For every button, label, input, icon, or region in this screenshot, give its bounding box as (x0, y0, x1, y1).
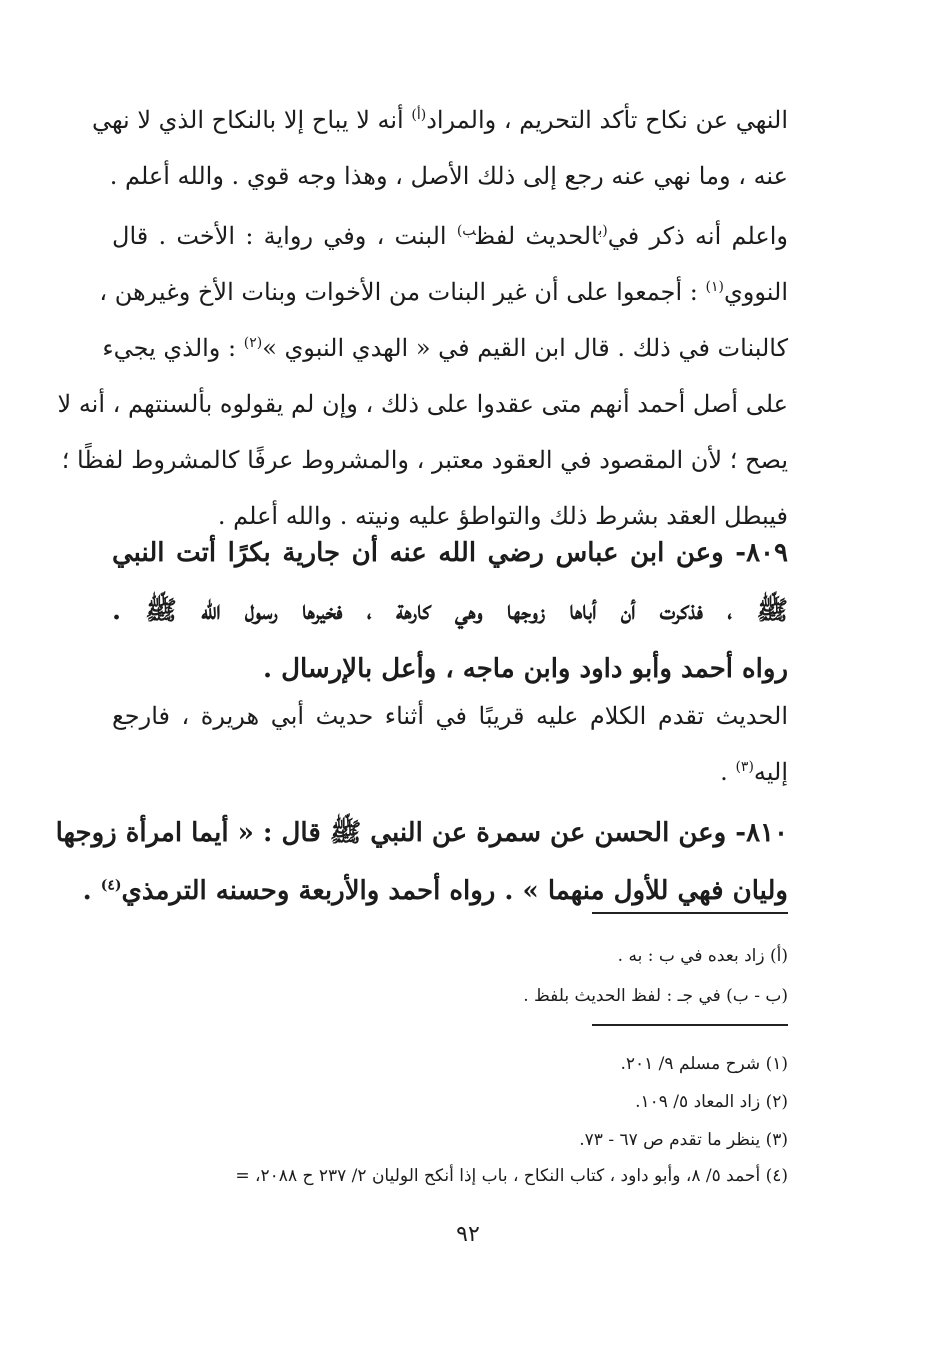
paragraph-commentary-2 (57, 208, 788, 544)
text-line: عنه ، وما نهي عنه رجع إلى ذلك الأصل ، وهذا وجه قوي . والله أعلم . (109, 162, 788, 190)
footnote: (٤) أحمد ٥/ ٨، وأبو داود ، كتاب النكاح ، باب إذا أنكح الوليان ٢/ ٢٣٧ ح ٢٠٨٨، = (235, 1166, 788, 1186)
text-line: على أصل أحمد أنهم متى عقدوا على ذلك ، وإن لم يقولوه بألسنتهم ، أنه لا (57, 390, 788, 418)
variant-marker: (ب (598, 223, 608, 239)
text-line: ٨١٠- وعن الحسن عن سمرة عن النبي ﷺ قال : « أيما امرأة زوجها (55, 818, 788, 848)
text-line: ٨٠٩- وعن ابن عباس رضي الله عنه أن جارية بكرًا أتت النبي (112, 538, 788, 568)
page-number: ٩٢ (456, 1222, 480, 1247)
text-line: ﷺ ، فذكرت أن أباها زوجها وهي كارهة ، فخيرها رسول الله ﷺ . (112, 596, 788, 626)
text-line: فيبطل العقد بشرط ذلك والتواطؤ عليه ونيته . والله أعلم . (217, 502, 788, 530)
paragraph-commentary-3 (112, 688, 788, 800)
variant-marker: (أ) (411, 107, 427, 123)
text-line: وليان فهي للأول منهما » . رواه أحمد والأربعة وحسنه الترمذي$^{(٤)}$ . (82, 876, 788, 906)
footnote-ref: (٢) (243, 335, 263, 351)
variant-note: (أ) زاد بعده في ب : به . (617, 946, 788, 966)
text-line: إليه$^{(٣)}$ . (720, 758, 788, 786)
footnote-separator (592, 912, 788, 914)
footnote-ref: (٣) (735, 759, 754, 775)
footnote-ref: (١) (705, 279, 724, 295)
footnote: (٢) زاد المعاد ٥/ ١٠٩. (635, 1092, 788, 1112)
footnote-separator (592, 1024, 788, 1026)
footnote: (١) شرح مسلم ٩/ ٢٠١. (620, 1054, 788, 1074)
text-line: كالبنات في ذلك . قال ابن القيم في « الهدي النبوي »$^{(٢)}$ : والذي يجيء (102, 334, 788, 362)
hadith-810 (55, 804, 788, 920)
variant-marker: ب) (456, 223, 477, 239)
hadith-809 (112, 524, 788, 698)
footnote-ref: (٤) (100, 877, 122, 894)
paragraph-commentary-1 (91, 92, 788, 204)
text-line: النهي عن نكاح تأكد التحريم ، والمراد$^{(أ)}$ أنه لا يباح إلا بالنكاح الذي لا نهي (91, 106, 788, 134)
variant-note: (ب - ب) في جـ : لفظ الحديث بلفظ . (523, 986, 788, 1006)
text-line: يصح ؛ لأن المقصود في العقود معتبر ، والمشروط عرفًا كالمشروط لفظًا ؛ (61, 446, 788, 474)
footnote: (٣) ينظر ما تقدم ص ٦٧ - ٧٣. (579, 1130, 788, 1150)
text-line: رواه أحمد وأبو داود وابن ماجه ، وأعل بالإرسال . (262, 654, 788, 684)
text-line: الحديث تقدم الكلام عليه قريبًا في أثناء حديث أبي هريرة ، فارجع (112, 702, 788, 730)
text-line: واعلم أنه ذكر في$^{(ب}$الحديث لفظ$^{ب)}$ البنت ، وفي رواية : الأخت . قال (112, 222, 788, 250)
text-line: النووي$^{(١)}$ : أجمعوا على أن غير البنات من الأخوات وبنات الأخ وغيرهن ، (99, 278, 788, 306)
